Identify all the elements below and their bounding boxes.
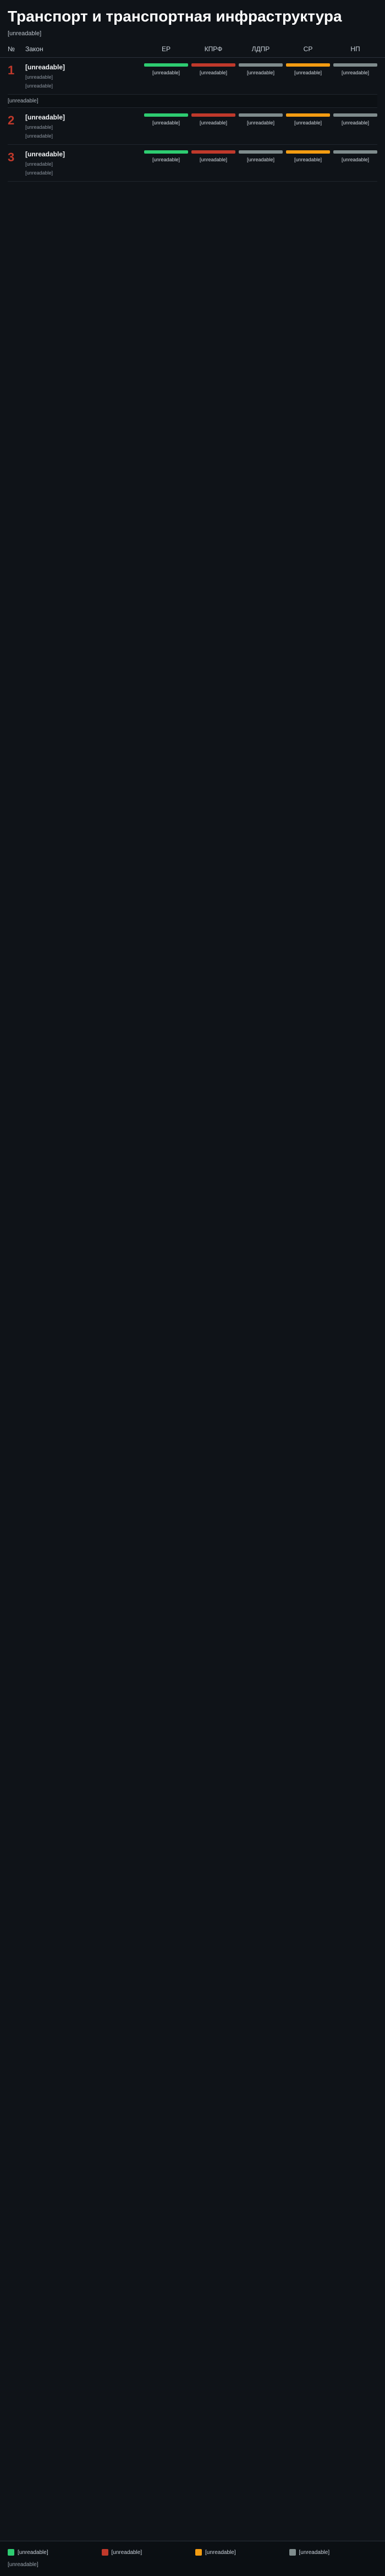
- vote-text: [unreadable]: [152, 70, 180, 75]
- page-footer: [0, 2541, 385, 2576]
- vote-legend: [8, 2549, 377, 2556]
- vote-bar: [239, 150, 283, 154]
- column-law: Закон: [25, 45, 43, 53]
- law-title[interactable]: [unreadable]: [25, 113, 65, 121]
- vote-sr: [286, 63, 330, 89]
- vote-bar: [191, 113, 235, 117]
- vote-text: [unreadable]: [199, 70, 228, 75]
- legend-swatch-for: [8, 2549, 14, 2556]
- page-subtitle: [unreadable]: [8, 30, 42, 37]
- column-er: ЕР: [161, 45, 170, 53]
- legend-swatch-against: [102, 2549, 108, 2556]
- vote-text: [unreadable]: [294, 120, 322, 126]
- vote-text: [unreadable]: [199, 120, 228, 126]
- vote-bar: [333, 113, 377, 117]
- vote-er: [144, 63, 188, 89]
- vote-text: [unreadable]: [152, 157, 180, 162]
- legend-label-for: [unreadable]: [18, 2549, 48, 2556]
- vote-text: [unreadable]: [246, 120, 275, 126]
- legend-against: [102, 2549, 190, 2556]
- law-row: [8, 108, 377, 145]
- vote-np: [333, 63, 377, 89]
- column-number: №: [8, 45, 15, 53]
- vote-kprf: [191, 113, 235, 139]
- law-number: 1: [8, 63, 15, 77]
- vote-bar: [144, 113, 188, 117]
- vote-text: [unreadable]: [294, 157, 322, 162]
- column-sr: СР: [303, 45, 313, 53]
- page-title: Транспорт и транспортная инфраструктура: [8, 8, 342, 25]
- vote-er: [144, 113, 188, 139]
- law-row: [8, 58, 377, 95]
- vote-ldpr: [239, 150, 283, 176]
- vote-er: [144, 150, 188, 176]
- vote-kprf: [191, 63, 235, 89]
- law-info: [25, 63, 141, 89]
- vote-bar: [286, 63, 330, 67]
- vote-ldpr: [239, 113, 283, 139]
- column-ldpr: ЛДПР: [251, 45, 270, 53]
- law-title[interactable]: [unreadable]: [25, 63, 65, 71]
- law-note: [unreadable]: [25, 133, 53, 139]
- vote-bar: [239, 113, 283, 117]
- legend-absent: [289, 2549, 378, 2556]
- vote-bar: [333, 150, 377, 154]
- vote-bar: [333, 63, 377, 67]
- law-title[interactable]: [unreadable]: [25, 150, 65, 158]
- legend-for: [8, 2549, 96, 2556]
- page-header: [0, 0, 385, 41]
- vote-text: [unreadable]: [152, 120, 180, 126]
- section-row: [8, 95, 377, 108]
- vote-text: [unreadable]: [246, 70, 275, 75]
- vote-np: [333, 113, 377, 139]
- legend-label-absent: [unreadable]: [299, 2549, 330, 2556]
- vote-text: [unreadable]: [294, 70, 322, 75]
- laws-table: [0, 58, 385, 182]
- law-info: [25, 113, 141, 139]
- table-header: [0, 41, 385, 58]
- legend-label-abstain: [unreadable]: [205, 2549, 236, 2556]
- vote-bar: [191, 63, 235, 67]
- legend-swatch-abstain: [195, 2549, 202, 2556]
- law-info: [25, 150, 141, 176]
- vote-ldpr: [239, 63, 283, 89]
- footer-notes: [unreadable]: [8, 2562, 38, 2568]
- vote-sr: [286, 150, 330, 176]
- vote-text: [unreadable]: [341, 157, 370, 162]
- law-meta: [unreadable]: [25, 74, 53, 80]
- law-row: [8, 145, 377, 182]
- column-np: НП: [350, 45, 360, 53]
- vote-bar: [286, 150, 330, 154]
- vote-bar: [239, 63, 283, 67]
- vote-bar: [144, 63, 188, 67]
- vote-bar: [191, 150, 235, 154]
- law-note: [unreadable]: [25, 83, 53, 89]
- legend-label-against: [unreadable]: [111, 2549, 142, 2556]
- legend-swatch-absent: [289, 2549, 296, 2556]
- vote-text: [unreadable]: [341, 70, 370, 75]
- column-kprf: КПРФ: [204, 45, 223, 53]
- vote-text: [unreadable]: [199, 157, 228, 162]
- law-meta: [unreadable]: [25, 161, 53, 167]
- legend-abstain: [195, 2549, 284, 2556]
- law-meta: [unreadable]: [25, 124, 53, 130]
- law-note: [unreadable]: [25, 170, 53, 176]
- law-number: 2: [8, 113, 15, 127]
- vote-text: [unreadable]: [341, 120, 370, 126]
- vote-bar: [144, 150, 188, 154]
- vote-sr: [286, 113, 330, 139]
- vote-kprf: [191, 150, 235, 176]
- vote-np: [333, 150, 377, 176]
- law-number: 3: [8, 150, 15, 164]
- section-label: [unreadable]: [8, 98, 38, 104]
- vote-text: [unreadable]: [246, 157, 275, 162]
- vote-bar: [286, 113, 330, 117]
